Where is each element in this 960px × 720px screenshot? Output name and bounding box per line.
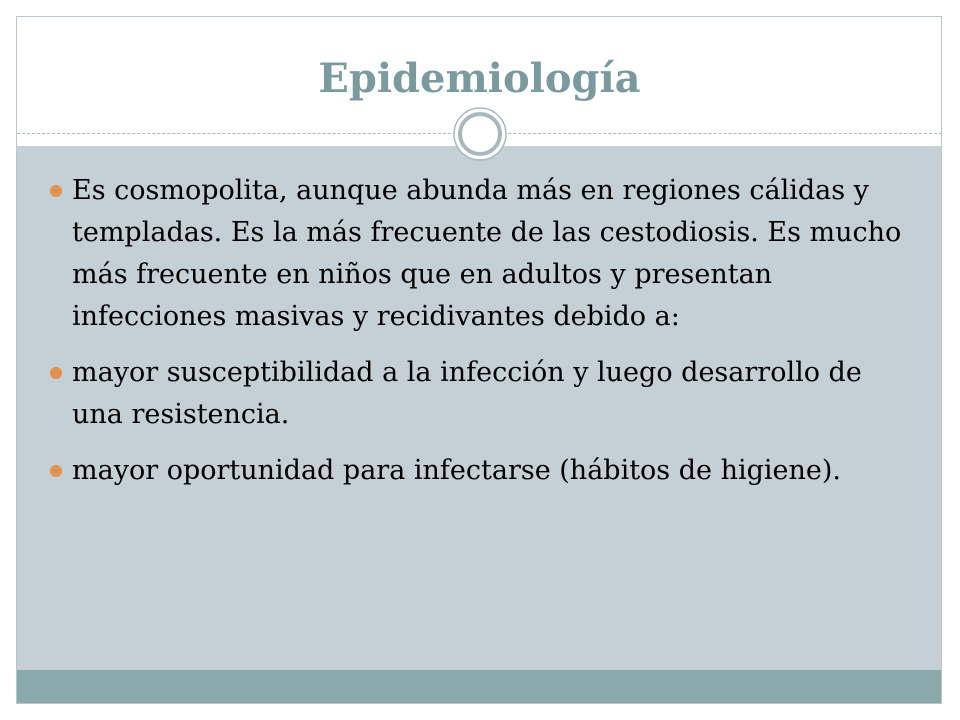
double-ring-icon — [452, 106, 508, 162]
bullet-text: Es cosmopolita, aunque abunda más en regiones cálidas y templadas. Es la más frecuente de las cestodiosis. Es mucho más frecuente en niños que en adultos y presentan infecciones masivas y recidivantes debido a: — [72, 175, 902, 332]
bullet-text: mayor oportunidad para infectarse (hábitos de higiene). — [72, 455, 841, 486]
slide-title: Epidemiología — [318, 55, 641, 102]
bullet-item — [50, 450, 910, 492]
bullet-item — [50, 352, 910, 436]
bullet-list — [50, 170, 910, 506]
filled-circle-bullet-icon — [50, 367, 62, 379]
bullet-text: mayor susceptibilidad a la infección y luego desarrollo de una resistencia. — [72, 357, 862, 430]
bullet-item — [50, 170, 910, 338]
filled-circle-bullet-icon — [50, 185, 62, 197]
filled-circle-bullet-icon — [50, 465, 62, 477]
